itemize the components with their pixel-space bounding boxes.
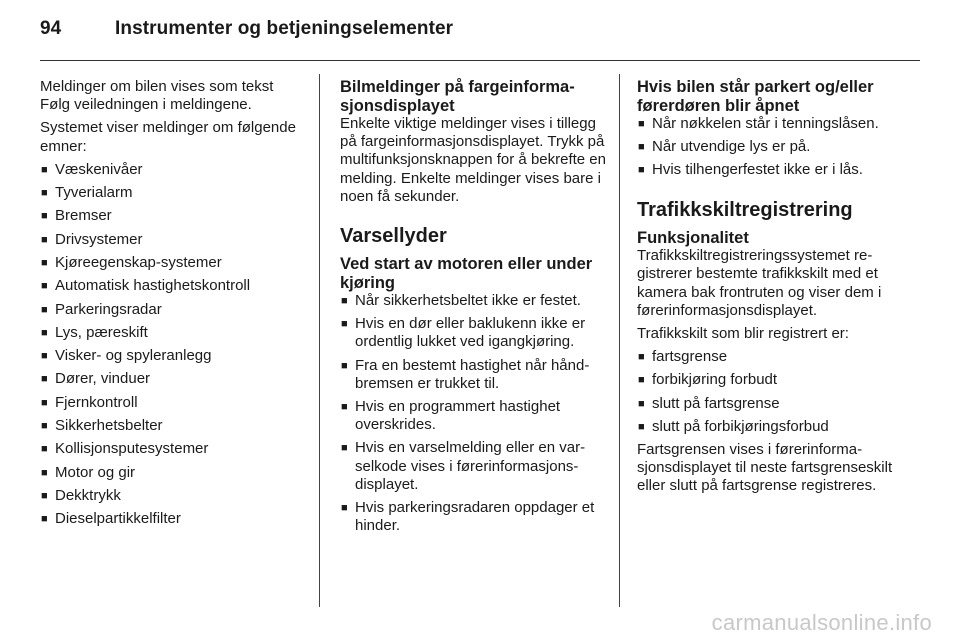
intro-paragraph-2: Systemet viser meldinger om følgende emner: <box>40 119 296 155</box>
list-item: ■ Lys, pæreskift <box>40 324 300 342</box>
subheading-parked: Hvis bilen står parkert og/eller førerdøren blir åpnet <box>637 78 874 115</box>
section-heading-color-display: Bilmeldinger på fargeinformasjonsdisplayet <box>340 78 575 115</box>
subheading-functionality: Funksjonalitet <box>637 228 749 247</box>
page-header <box>40 18 453 40</box>
list-item: ■ Dører, vinduer <box>40 370 300 388</box>
parked-list <box>637 115 907 180</box>
functionality-paragraph: Trafikkskiltregistreringssystemet registrerer bestemte trafikkskilt med et kamera bak frontruten og viser dem i førerinformasjonsdisplayet. <box>637 247 882 319</box>
subheading-start-driving: Ved start av motoren eller under kjøring <box>340 255 593 292</box>
list-item: ■ slutt på fartsgrense <box>637 395 907 413</box>
list-item: ■ Drivsystemer <box>40 231 300 249</box>
list-item: ■ Hvis tilhengerfestet ikke er i lås. <box>637 161 907 179</box>
warning-list <box>340 292 608 535</box>
speed-limit-paragraph: Fartsgrensen vises i førerinformasjonsdisplayet til neste fartsgrenseskilt eller slutt på fartsgrense registreres. <box>637 440 893 495</box>
list-item: ■ Fjernkontroll <box>40 394 300 412</box>
list-item: ■ Motor og gir <box>40 464 300 482</box>
header-rule <box>40 60 920 61</box>
list-item: ■ Automatisk hastighetskontroll <box>40 277 300 295</box>
list-item: ■ Hvis en dør eller baklukenn ikke er ordentlig lukket ved igangkjøring. <box>340 315 608 351</box>
list-item: ■ Kjøreegenskap-systemer <box>40 254 300 272</box>
list-item: ■ Dieselpartikkelfilter <box>40 510 300 528</box>
color-display-paragraph: Enkelte viktige meldinger vises i tillegg på fargeinformasjonsdisplayet. Trykk på multifunksjonsknappen for å bekrefte en melding. Enkelte meldinger vises bare i noen få sekunder. <box>340 115 606 205</box>
list-item: ■ slutt på forbikjøringsforbud <box>637 418 907 436</box>
list-item: ■ Kollisjonsputesystemer <box>40 440 300 458</box>
list-item: ■ forbikjøring forbudt <box>637 371 907 389</box>
list-item: ■ Væskenivåer <box>40 161 300 179</box>
page-number: 94 <box>40 18 62 39</box>
section-heading-traffic-sign: Trafikkskiltregistrering <box>637 198 853 221</box>
watermark: carmanualsonline.info <box>711 610 932 635</box>
list-item: ■ Når nøkkelen står i tenningslåsen. <box>637 115 907 133</box>
list-item: ■ Når utvendige lys er på. <box>637 138 907 156</box>
column-1 <box>40 78 300 534</box>
list-item: ■ Når sikkerhetsbeltet ikke er festet. <box>340 292 608 310</box>
list-item: ■ Hvis parkeringsradaren oppdager et hinder. <box>340 499 608 535</box>
section-heading-warning-sounds: Varsellyder <box>340 225 447 248</box>
list-item: ■ Hvis en programmert hastighet overskrides. <box>340 398 608 434</box>
list-item: ■ Tyverialarm <box>40 184 300 202</box>
column-divider-1 <box>319 74 320 607</box>
list-item: ■ Dekktrykk <box>40 487 300 505</box>
column-divider-2 <box>619 74 620 607</box>
page-title: Instrumenter og betjeningselementer <box>115 18 454 39</box>
intro-paragraph-1: Meldinger om bilen vises som tekst Følg veiledningen i meldingene. <box>40 78 274 114</box>
column-2 <box>340 78 608 540</box>
list-item: ■ Parkeringsradar <box>40 301 300 319</box>
list-item: ■ Hvis en varselmelding eller en varselkode vises i førerinformasjonsdisplayet. <box>340 439 608 494</box>
topic-list <box>40 161 300 529</box>
column-3 <box>637 78 907 501</box>
list-item: ■ Sikkerhetsbelter <box>40 417 300 435</box>
sign-list <box>637 348 907 436</box>
list-item: ■ Fra en bestemt hastighet når håndbremsen er trukket til. <box>340 357 608 393</box>
list-item: ■ Visker- og spyleranlegg <box>40 347 300 365</box>
list-item: ■ fartsgrense <box>637 348 907 366</box>
registered-signs-intro: Trafikkskilt som blir registrert er: <box>637 324 849 342</box>
list-item: ■ Bremser <box>40 207 300 225</box>
